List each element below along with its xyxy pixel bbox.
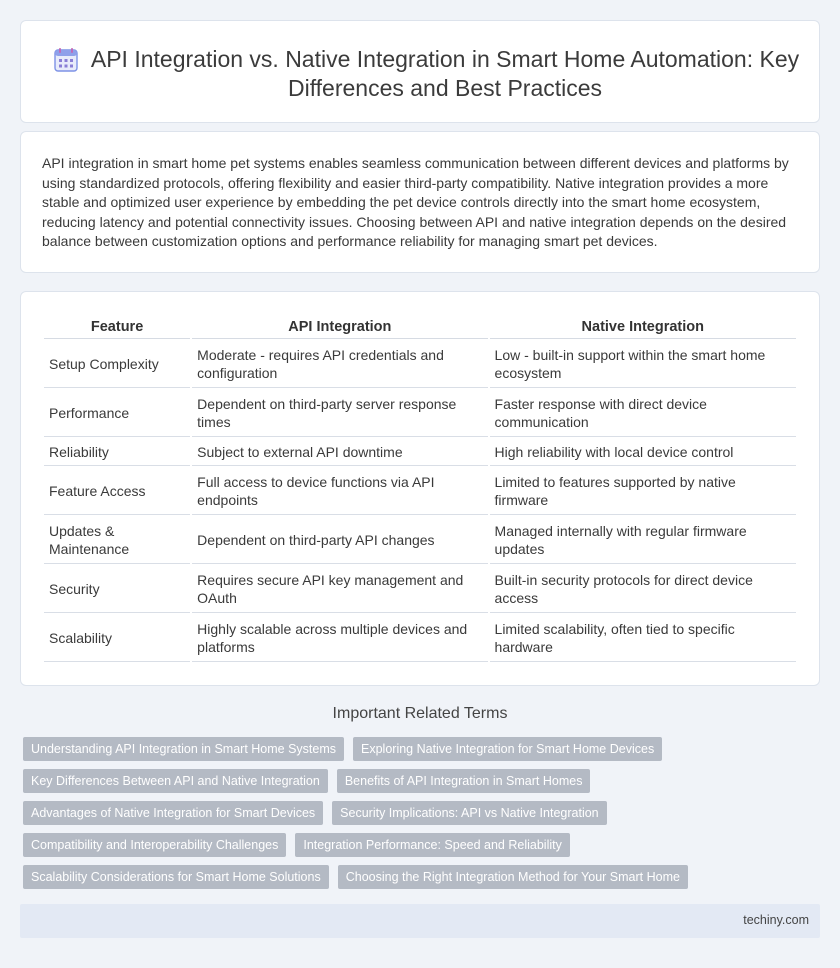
feature-cell: Feature Access bbox=[44, 468, 190, 515]
header-api-integration: API Integration bbox=[192, 316, 487, 339]
api-cell: Subject to external API downtime bbox=[192, 439, 487, 466]
related-terms-title: Important Related Terms bbox=[332, 705, 508, 722]
native-cell: High reliability with local device control bbox=[490, 439, 796, 466]
native-cell: Limited to features supported by native firmware bbox=[490, 468, 796, 515]
term-row bbox=[23, 801, 803, 825]
header-native-integration: Native Integration bbox=[490, 316, 796, 339]
term-tag[interactable]: Advantages of Native Integration for Smart Devices bbox=[23, 801, 323, 825]
feature-cell: Setup Complexity bbox=[44, 341, 190, 388]
comparison-card bbox=[20, 291, 820, 686]
term-tag[interactable]: Scalability Considerations for Smart Home Solutions bbox=[23, 865, 329, 889]
intro-paragraph: API integration in smart home pet systems enables seamless communication between different devices and platforms by using standardized protocols, offering flexibility and easier third-party compatibility. Native integration provides a more stable and optimized user experience by embedding the pet device controls directly into the smart home ecosystem, reducing latency and potential connectivity issues. Choosing between API and native integration depends on the desired balance between customization options and performance reliability for managing smart pet devices. bbox=[42, 155, 789, 250]
footer-site-link[interactable]: techiny.com bbox=[743, 913, 809, 927]
api-cell: Requires secure API key management and OAuth bbox=[192, 566, 487, 613]
footer bbox=[20, 904, 820, 938]
api-cell: Dependent on third-party server response times bbox=[192, 390, 487, 437]
term-tag[interactable]: Choosing the Right Integration Method for Your Smart Home bbox=[338, 865, 688, 889]
comparison-table bbox=[42, 314, 798, 664]
api-cell: Full access to device functions via API endpoints bbox=[192, 468, 487, 515]
native-cell: Built-in security protocols for direct device access bbox=[490, 566, 796, 613]
native-cell: Managed internally with regular firmware updates bbox=[490, 517, 796, 564]
table-row bbox=[44, 517, 796, 564]
table-row bbox=[44, 566, 796, 613]
intro-card bbox=[20, 131, 820, 273]
feature-cell: Performance bbox=[44, 390, 190, 437]
term-tag[interactable]: Security Implications: API vs Native Integration bbox=[332, 801, 606, 825]
term-row bbox=[23, 833, 803, 857]
table-row bbox=[44, 341, 796, 388]
table-row bbox=[44, 390, 796, 437]
term-tag[interactable]: Integration Performance: Speed and Reliability bbox=[295, 833, 569, 857]
table-row bbox=[44, 468, 796, 515]
term-tag[interactable]: Compatibility and Interoperability Challenges bbox=[23, 833, 286, 857]
term-tag[interactable]: Key Differences Between API and Native Integration bbox=[23, 769, 328, 793]
term-row bbox=[23, 865, 803, 889]
native-cell: Limited scalability, often tied to specific hardware bbox=[490, 615, 796, 662]
term-row bbox=[23, 737, 803, 761]
feature-cell: Updates & Maintenance bbox=[44, 517, 190, 564]
table-row bbox=[44, 439, 796, 466]
calendar-grid-icon bbox=[53, 47, 79, 73]
api-cell: Highly scalable across multiple devices and platforms bbox=[192, 615, 487, 662]
feature-cell: Security bbox=[44, 566, 190, 613]
feature-cell: Reliability bbox=[44, 439, 190, 466]
native-cell: Low - built-in support within the smart home ecosystem bbox=[490, 341, 796, 388]
api-cell: Moderate - requires API credentials and configuration bbox=[192, 341, 487, 388]
page-title: API Integration vs. Native Integration in Smart Home Automation: Key Differences and Best Practices bbox=[90, 46, 800, 101]
native-cell: Faster response with direct device communication bbox=[490, 390, 796, 437]
header-feature: Feature bbox=[44, 316, 190, 339]
title-card bbox=[20, 20, 820, 123]
term-tag[interactable]: Exploring Native Integration for Smart Home Devices bbox=[353, 737, 662, 761]
related-terms bbox=[23, 737, 803, 897]
table-row bbox=[44, 615, 796, 662]
term-row bbox=[23, 769, 803, 793]
term-tag[interactable]: Benefits of API Integration in Smart Homes bbox=[337, 769, 591, 793]
api-cell: Dependent on third-party API changes bbox=[192, 517, 487, 564]
term-tag[interactable]: Understanding API Integration in Smart Home Systems bbox=[23, 737, 344, 761]
feature-cell: Scalability bbox=[44, 615, 190, 662]
table-header-row bbox=[44, 316, 796, 339]
